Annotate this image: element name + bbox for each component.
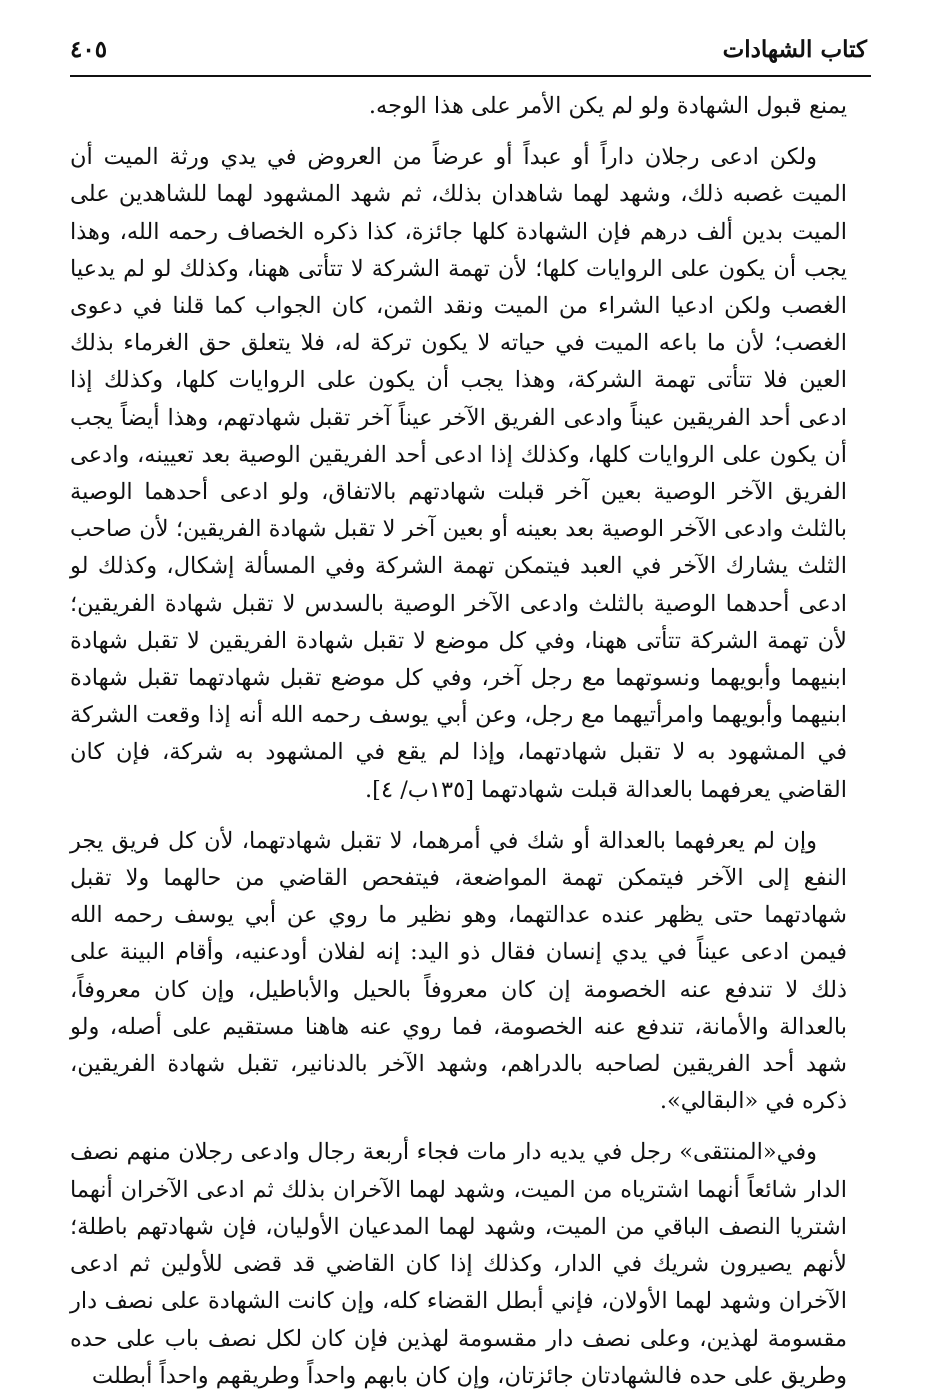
paragraph-gap — [70, 1120, 847, 1134]
page-number: ٤٠٥ — [70, 36, 108, 63]
header-rule — [70, 75, 871, 77]
paragraph: وإن لم يعرفهما بالعدالة أو شك في أمرهما، لا تقبل شهادتهما، لأن كل فريق يجر النفع إلى الآخر فيتمكن تهمة المواضعة، فيتفحص القاضي من حالهما ولا تقبل شهادتهما حتى يظهر عنده عدالتهما، وهو نظير ما روي عن أبي يوسف رحمه الله فيمن ادعى عيناً في يدي إنسان فقال ذو اليد: إنه لفلان أودعنيه، وأقام البينة على ذلك لا تندفع عنه الخصومة إن كان معروفاً بالحيل والأباطيل، وإن كان معروفاً، بالعدالة والأمانة، تندفع عنه الخصومة، فما روي عنه هاهنا مستقيم على أصله، ولو شهد أحد الفريقين لصاحبه بالدراهم، وشهد الآخر بالدنانير، تقبل شهادة الفريقين، ذكره في «البقالي». — [70, 827, 847, 1115]
page-header — [70, 32, 867, 72]
paragraph: ولكن ادعى رجلان داراً أو عبداً أو عرضاً من العروض في يدي ورثة الميت أن الميت غصبه ذلك، وشهد لهما شاهدان بذلك، ثم شهد المشهود لهما للشاهدين على الميت بدين ألف درهم فإن الشهادة كلها جائزة، كذا ذكره الخصاف رحمه الله، وهذا يجب أن يكون على الروايات كلها؛ لأن تهمة الشركة لا تتأتى ههنا، وكذلك لو لم يدعيا الغصب ولكن ادعيا الشراء من الميت ونقد الثمن، كان الجواب كما قلنا في دعوى الغصب؛ لأن ما باعه الميت في حياته لا يكون تركة له، فلا يتعلق حق الغرماء بذلك العين فلا تتأتى تهمة الشركة، وهذا يجب أن يكون على الروايات كلها، وكذلك إذا ادعى أحد الفريقين عيناً وادعى الفريق الآخر عيناً آخر تقبل شهادتهم، وهذا أيضاً يجب أن يكون على الروايات كلها، وكذلك إذا ادعى أحد الفريقين الوصية بعد تعيينه، وادعى الفريق الآخر الوصية بعين آخر قبلت شهادتهم بالاتفاق، ولو ادعى أحدهما الوصية بالثلث وادعى الآخر الوصية بعد بعينه أو بعين آخر لا تقبل شهادة الفريقين؛ لأن صاحب الثلث يشارك الآخر في العبد فيتمكن تهمة الشركة وفي المسألة إشكال، وكذلك لو ادعى أحدهما الوصية بالثلث وادعى الآخر الوصية بالسدس لا تقبل شهادة الفريقين؛ لأن تهمة الشركة تتأتى ههنا، وفي كل موضع لا تقبل شهادة الفريقين لا تقبل شهادة ابنيهما وأبويهما ونسوتهما مع رجل آخر، وفي كل موضع تقبل شهادتهما تقبل شهادة ابنيهما وأبويهما وامرأتيهما مع رجل، وعن أبي يوسف رحمه الله أنه إذا وقعت الشركة في المشهود به لا تقبل شهادتهما، وإذا لم يقع في المشهود به شركة، فإن كان القاضي يعرفهما بالعدالة قبلت شهادتهما [١٣٥ب/ ٤]. — [70, 144, 847, 803]
page-body — [70, 88, 847, 1395]
running-title: كتاب الشهادات — [722, 36, 867, 63]
paragraph-gap — [70, 809, 847, 823]
paragraph: وفي«المنتقى» رجل في يديه دار مات فجاء أربعة رجال وادعى رجلان منهم نصف الدار شائعاً أنهما اشترياه من الميت، وشهد لهما الآخران بذلك ثم ادعى الآخران أنهما اشتريا النصف الباقي من الميت، وشهد لهما المدعيان الأوليان، فإن شهادتهم باطلة؛ لأنهم يصيرون شريك في الدار، وكذلك إذا كان القاضي قد قضى للأولين ثم ادعى الآخران وشهد لهما الأولان، فإني أبطل القضاء كله، وإن كانت الشهادة على نصف دار مقسومة لهذين، وعلى نصف دار مقسومة لهذين فإن كان لكل نصف باب على حده وطريق على حده فالشهادتان جائزتان، وإن كان بابهم واحداً وطريقهم واحداً أبطلت — [70, 1139, 847, 1389]
paragraph-gap — [70, 125, 847, 139]
paragraph-continued: يمنع قبول الشهادة ولو لم يكن الأمر على هذا الوجه. — [368, 93, 847, 119]
